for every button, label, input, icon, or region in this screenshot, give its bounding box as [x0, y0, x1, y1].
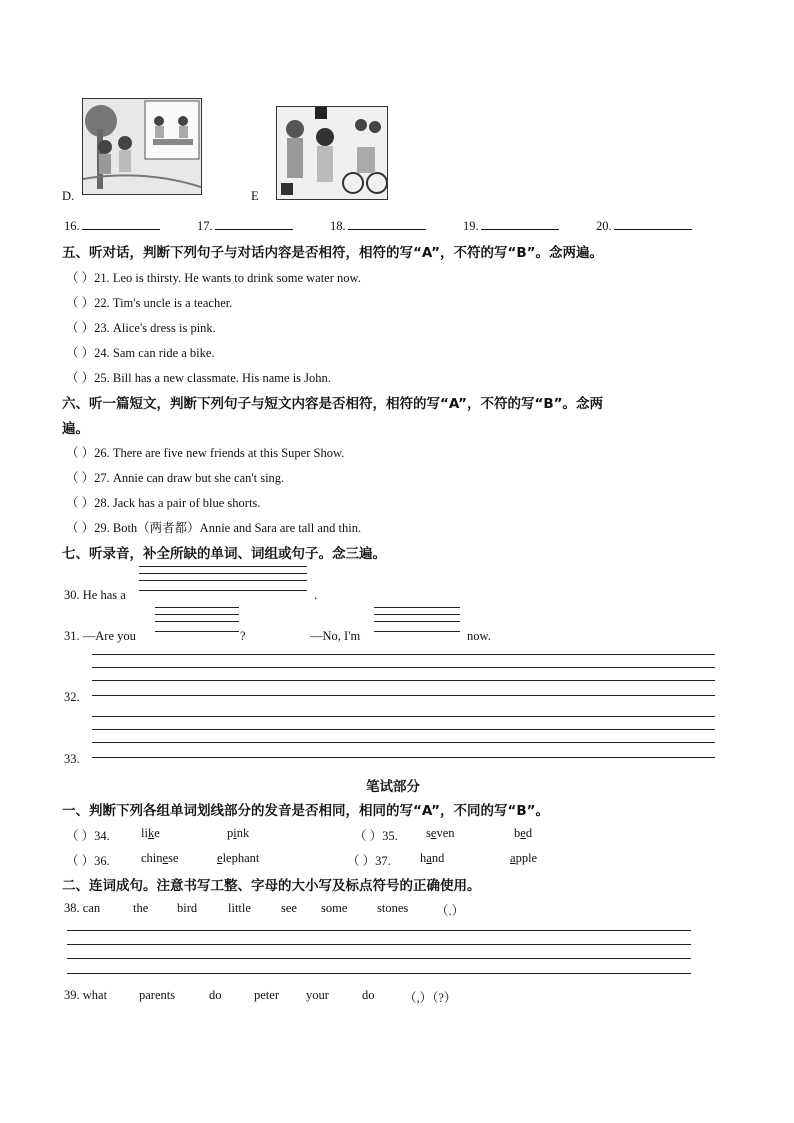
q38-word-0: 38. can	[64, 901, 101, 915]
q39-word-1: parents	[139, 988, 176, 1002]
q31-reply-line-1[interactable]	[374, 607, 460, 608]
written-section1-title: 一、判断下列各组单词划线部分的发音是否相同，相同的写“A”，不同的写“B”。	[62, 803, 549, 819]
q32-line-2[interactable]	[92, 667, 715, 668]
picture-d-label: D.	[62, 189, 75, 203]
answer-17	[197, 217, 293, 234]
q32-line-1[interactable]	[92, 654, 715, 655]
q28: （ ）28. Jack has a pair of blue shorts.	[66, 496, 261, 510]
section5-title: 五、听对话，判断下列句子与对话内容是否相符，相符的写“A”，不符的写“B”。念两遍。	[62, 245, 603, 261]
q31-reply-line-3[interactable]	[374, 621, 460, 622]
q31-line-1[interactable]	[155, 607, 239, 608]
q30-line-1[interactable]	[139, 566, 307, 567]
section7-title: 七、听录音，补全所缺的单词、词组或句子。念三遍。	[62, 546, 386, 562]
q30-line-4[interactable]	[139, 590, 307, 591]
q38-word-7: （.）	[436, 904, 465, 918]
q37-word2-post: pple	[515, 851, 538, 865]
q37-word1-underlined: a	[426, 851, 432, 865]
q38-line-1[interactable]	[67, 930, 691, 931]
q35-word1-underlined: e	[430, 826, 437, 840]
q32-line-6[interactable]	[92, 729, 715, 730]
q35-word1	[426, 826, 455, 841]
q25: （ ）25. Bill has a new classmate. His name is John.	[66, 371, 331, 385]
q32-line-7[interactable]	[92, 742, 715, 743]
q37-word1-pre: h	[420, 851, 427, 865]
q39-word-3: peter	[254, 988, 279, 1002]
answer-row	[64, 217, 160, 234]
q39-word-0: 39. what	[64, 988, 108, 1002]
q31-suffix: now.	[467, 629, 491, 643]
q31-prefix: 31. —Are you	[64, 629, 136, 643]
q39-word-5: do	[362, 988, 375, 1002]
q34-word2-underlined: i	[233, 826, 237, 840]
q38-word-6: stones	[377, 901, 409, 915]
answer-18	[330, 217, 426, 234]
q36-word1-post: se	[168, 851, 179, 865]
children-activities-image	[277, 107, 387, 199]
answer-16-blank[interactable]	[82, 217, 160, 230]
q31-reply: —No, I'm	[310, 629, 361, 643]
q36-word1-underlined: e	[162, 851, 169, 865]
section6-title-cont: 遍。	[62, 421, 89, 437]
q35-number: （ ）35.	[354, 829, 398, 843]
q36-word2-underlined: e	[217, 851, 223, 865]
q34-word2-pre: p	[227, 826, 234, 840]
q38-word-5: some	[321, 901, 348, 915]
q38-word-1: the	[133, 901, 149, 915]
q36-word1-pre: chin	[141, 851, 163, 865]
q36-word2-post: lephant	[222, 851, 260, 865]
q38-word-4: see	[281, 901, 297, 915]
q34-word1-post: e	[154, 826, 160, 840]
q32-line-4[interactable]	[92, 695, 715, 696]
q31-reply-line-2[interactable]	[374, 614, 460, 615]
q31-reply-line-4[interactable]	[374, 631, 460, 632]
answer-16-label: 16.	[64, 219, 80, 233]
q35-word2-pre: b	[514, 826, 521, 840]
q37-number: （ ）37.	[347, 854, 391, 868]
q30-line-2[interactable]	[139, 573, 307, 574]
q37-word2	[510, 851, 537, 866]
picture-e-label: E	[251, 189, 259, 203]
q34-word1-underlined: k	[147, 826, 155, 840]
q38-line-2[interactable]	[67, 944, 691, 945]
picture-e	[276, 106, 388, 200]
q36-word1	[141, 851, 179, 866]
q34-word2	[227, 826, 249, 841]
q33-line[interactable]	[92, 757, 715, 758]
q39-word-2: do	[209, 988, 222, 1002]
answer-17-label: 17.	[197, 219, 213, 233]
q26: （ ）26. There are five new friends at this Super Show.	[66, 446, 345, 460]
section6-title: 六、听一篇短文，判断下列句子与短文内容是否相符，相符的写“A”，不符的写“B”。念两	[62, 396, 603, 412]
q37-word1	[420, 851, 444, 866]
written-section2-title: 二、连词成句。注意书写工整、字母的大小写及标点符号的正确使用。	[62, 878, 481, 894]
answer-19-blank[interactable]	[481, 217, 559, 230]
q38-line-4[interactable]	[67, 973, 691, 974]
q34-word1-pre: li	[141, 826, 148, 840]
answer-19-label: 19.	[463, 219, 479, 233]
q38-word-2: bird	[177, 901, 198, 915]
q30-suffix: .	[314, 588, 318, 602]
answer-18-blank[interactable]	[348, 217, 426, 230]
q27: （ ）27. Annie can draw but she can't sing.	[66, 471, 285, 485]
q39-word-4: your	[306, 988, 329, 1002]
q22: （ ）22. Tim's uncle is a teacher.	[66, 296, 233, 310]
children-walking-image	[83, 99, 201, 194]
q37-word2-underlined: a	[510, 851, 516, 865]
q35-word2-post: d	[525, 826, 533, 840]
q35-word2-underlined: e	[520, 826, 526, 840]
q39-word-6: （,）（?）	[404, 991, 457, 1005]
q24: （ ）24. Sam can ride a bike.	[66, 346, 215, 360]
q31-mid: ?	[240, 629, 246, 643]
q21: （ ）21. Leo is thirsty. He wants to drink some water now.	[66, 271, 361, 285]
answer-20	[596, 217, 692, 234]
q30-line-3[interactable]	[139, 580, 307, 581]
q34-number: （ ）34.	[66, 829, 110, 843]
q34-word1	[141, 826, 160, 841]
q35-word1-post: ven	[436, 826, 455, 840]
q32-label: 32.	[64, 690, 80, 704]
q33-label: 33.	[64, 752, 80, 766]
q38-word-3: little	[228, 901, 251, 915]
q31-line-2[interactable]	[155, 614, 239, 615]
q35-word2	[514, 826, 532, 841]
answer-18-label: 18.	[330, 219, 346, 233]
q31-line-4[interactable]	[155, 631, 239, 632]
picture-d	[82, 98, 202, 195]
answer-17-blank[interactable]	[215, 217, 293, 230]
q32-line-3[interactable]	[92, 680, 715, 681]
q34-word2-post: nk	[236, 826, 250, 840]
written-heading: 笔试部分	[366, 779, 420, 795]
answer-20-blank[interactable]	[614, 217, 692, 230]
q36-word2	[217, 851, 259, 866]
q36-number: （ ）36.	[66, 854, 110, 868]
q23: （ ）23. Alice's dress is pink.	[66, 321, 216, 335]
q32-line-5[interactable]	[92, 716, 715, 717]
q37-word1-post: nd	[431, 851, 445, 865]
q35-word1-pre: s	[426, 826, 431, 840]
answer-20-label: 20.	[596, 219, 612, 233]
q31-line-3[interactable]	[155, 621, 239, 622]
q30-prefix: 30. He has a	[64, 588, 126, 602]
q38-line-3[interactable]	[67, 958, 691, 959]
answer-19	[463, 217, 559, 234]
q29: （ ）29. Both（两者都）Annie and Sara are tall and thin.	[66, 521, 362, 535]
